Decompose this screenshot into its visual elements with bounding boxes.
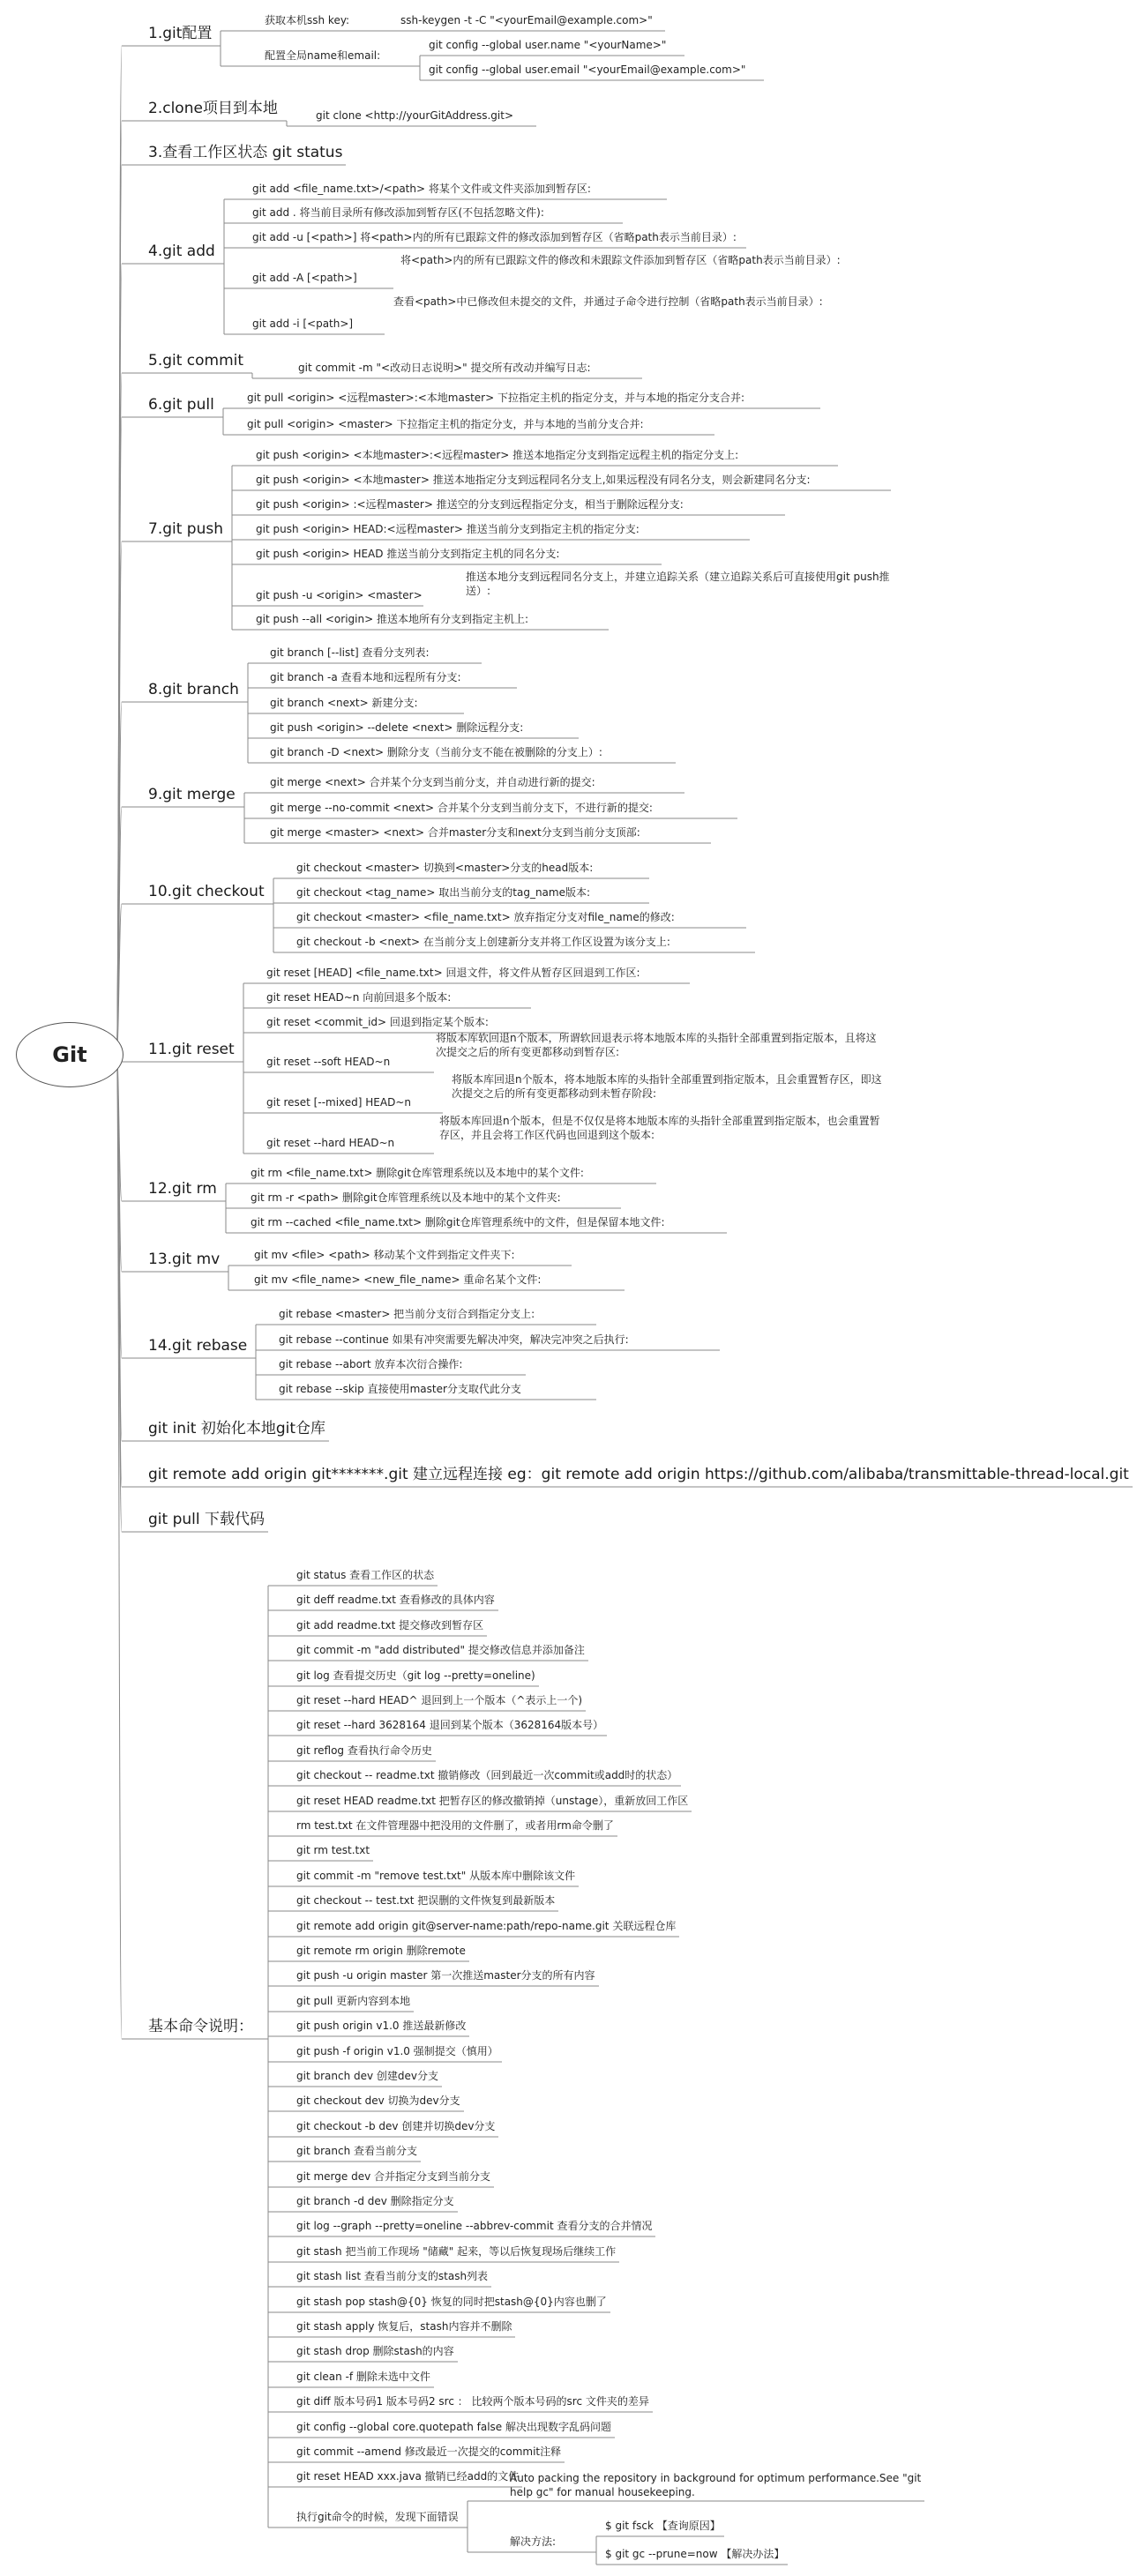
basic-command: git remote add origin git@server-name:path/repo-name.git 关联远程仓库 — [296, 1920, 677, 1932]
basic-command: git checkout dev 切换为dev分支 — [296, 2094, 460, 2107]
basic-command: git push -f origin v1.0 强制提交（慎用） — [296, 2045, 498, 2057]
branch-label: 5.git commit — [148, 352, 244, 370]
branch-label: 10.git checkout — [148, 883, 265, 900]
basic-command: git diff 版本号码1 版本号码2 src ： 比较两个版本号码的src 文件夹的差异 — [296, 2395, 649, 2408]
command-row: git push <origin> --delete <next> 删除远程分支: — [270, 721, 524, 734]
basic-command: git stash apply 恢复后，stash内容并不删除 — [296, 2320, 512, 2333]
branch-label: 4.git add — [148, 243, 215, 260]
branch-label: 3.查看工作区状态 git status — [148, 144, 343, 161]
branch-label: 2.clone项目到本地 — [148, 100, 278, 117]
command-row: git reset <commit_id> 回退到指定某个版本: — [266, 1016, 489, 1028]
basic-command: git commit -m "add distributed" 提交修改信息并添加备注 — [296, 1644, 585, 1656]
command-row: git reset [HEAD] <file_name.txt> 回退文件，将文件从暂存区回退到工作区: — [266, 967, 640, 979]
command-row: git branch -a 查看本地和远程所有分支: — [270, 671, 461, 683]
basic-command: git reset --hard HEAD^ 退回到上一个版本（^表示上一个) — [296, 1694, 583, 1706]
basic-command: git reflog 查看执行命令历史 — [296, 1744, 432, 1757]
basic-command: git pull 更新内容到本地 — [296, 1995, 411, 2007]
basic-command: git rm test.txt — [296, 1844, 370, 1856]
error-message: Auto packing the repository in background for optimum performance.See "git help gc" for manual housekeeping. — [510, 2472, 922, 2498]
basic-command: git checkout -- readme.txt 撤销修改（回到最近一次commit或add时的状态） — [296, 1769, 678, 1781]
command-description: 将版本库回退n个版本，但是不仅仅是将本地版本库的头指针全部重置到指定版本，也会重置暂存区，并且会将工作区代码也回退到这个版本: — [439, 1115, 880, 1141]
command-row: git rebase --continue 如果有冲突需要先解决冲突，解决完冲突之后执行: — [279, 1333, 629, 1346]
branch-label: git pull 下载代码 — [148, 1511, 265, 1528]
basic-command: git stash drop 删除stash的内容 — [296, 2345, 454, 2357]
branch-label: git remote add origin git*******.git 建立远程连接 eg：git remote add origin https://github.com/alibaba/transmittable-thread-local.git — [148, 1466, 1129, 1483]
command-subrow: ssh-keygen -t -C "<yourEmail@example.com>" — [400, 14, 653, 26]
basic-command: git stash 把当前工作现场 "储藏" 起来，等以后恢复现场后继续工作 — [296, 2245, 617, 2258]
basic-command: git push origin v1.0 推送最新修改 — [296, 2020, 467, 2032]
branch-label: 14.git rebase — [148, 1337, 248, 1355]
branch-label: 7.git push — [148, 520, 223, 538]
command-row: git checkout <master> <file_name.txt> 放弃指定分支对file_name的修改: — [296, 911, 675, 923]
basic-command: git log --graph --pretty=oneline --abbrev-commit 查看分支的合并情况 — [296, 2220, 653, 2232]
command-row: git branch [--list] 查看分支列表: — [270, 646, 430, 659]
branch-label: 6.git pull — [148, 396, 214, 414]
basic-command: git checkout -- test.txt 把误删的文件恢复到最新版本 — [296, 1894, 556, 1907]
command-description: 将版本库软回退n个版本，所谓软回退表示将本地版本库的头指针全部重置到指定版本，且将这次提交之后的所有变更都移动到暂存区: — [436, 1032, 877, 1058]
basic-command: git branch dev 创建dev分支 — [296, 2070, 439, 2082]
command-row: git rebase --abort 放弃本次衍合操作: — [279, 1358, 463, 1370]
basic-command: rm test.txt 在文件管理器中把没用的文件删了，或者用rm命令删了 — [296, 1819, 614, 1832]
command-row: git branch <next> 新建分支: — [270, 697, 418, 709]
command-row: git merge <next> 合并某个分支到当前分支，并自动进行新的提交: — [270, 776, 595, 788]
command-row: git reset HEAD~n 向前回退多个版本: — [266, 991, 452, 1004]
command-row: git pull <origin> <master> 下拉指定主机的指定分支，并与本地的当前分支合并: — [247, 418, 644, 430]
basic-command: git stash list 查看当前分支的stash列表 — [296, 2270, 489, 2282]
command-row: git push <origin> <本地master>:<远程master> 推送本地指定分支到指定远程主机的指定分支上: — [256, 449, 739, 461]
basic-command: git reset --hard 3628164 退回到某个版本（3628164版本号） — [296, 1719, 604, 1731]
command-row: git rebase --skip 直接使用master分支取代此分支 — [279, 1383, 521, 1395]
basic-command: git stash pop stash@{0} 恢复的同时把stash@{0}内容也删了 — [296, 2296, 607, 2308]
command-row: git mv <file> <path> 移动某个文件到指定文件夹下: — [254, 1249, 515, 1261]
command-row: 配置全局name和email: — [265, 49, 381, 62]
command-row: git add <file_name.txt>/<path> 将某个文件或文件夹添加到暂存区: — [252, 183, 591, 195]
command-description: 将版本库回退n个版本，将本地版本库的头指针全部重置到指定版本，且会重置暂存区，即这次提交之后的所有变更都移动到未暂存阶段: — [452, 1073, 882, 1100]
branch-label: 1.git配置 — [148, 25, 213, 42]
solution-step: $ git gc --prune=now 【解决办法】 — [605, 2548, 785, 2560]
command-row: git push -u <origin> <master> — [256, 589, 423, 601]
solution-label: 解决方法: — [510, 2535, 557, 2548]
command-row: git rm --cached <file_name.txt> 删除git仓库管理系统中的文件，但是保留本地文件: — [251, 1216, 665, 1228]
branch-label: 8.git branch — [148, 681, 239, 698]
solution-step: $ git fsck 【查询原因】 — [605, 2520, 721, 2532]
command-row: git merge --no-commit <next> 合并某个分支到当前分支下，不进行新的提交: — [270, 802, 653, 814]
command-row: git rebase <master> 把当前分支衍合到指定分支上: — [279, 1308, 535, 1320]
command-row: git add . 将当前目录所有修改添加到暂存区(不包括忽略文件): — [252, 206, 544, 219]
command-row: git reset --hard HEAD~n — [266, 1137, 395, 1149]
basic-command: git merge dev 合并指定分支到当前分支 — [296, 2170, 490, 2183]
basic-command: git clean -f 删除未选中文件 — [296, 2371, 430, 2383]
command-subrow: git config --global user.email "<yourEmail@example.com>" — [429, 63, 746, 76]
command-row: git rm -r <path> 删除git仓库管理系统以及本地中的某个文件夹: — [251, 1191, 561, 1204]
command-description: 查看<path>中已修改但未提交的文件，并通过子命令进行控制（省略path表示当前目录）: — [393, 295, 823, 308]
command-row: git push --all <origin> 推送本地所有分支到指定主机上: — [256, 613, 528, 625]
command-row: git push <origin> HEAD:<远程master> 推送当前分支到指定主机的指定分支: — [256, 523, 640, 535]
basic-command: git branch 查看当前分支 — [296, 2145, 417, 2157]
branch-label: 12.git rm — [148, 1180, 217, 1198]
command-row: git mv <file_name> <new_file_name> 重命名某个文件: — [254, 1273, 542, 1286]
command-row: git add -u [<path>] 将<path>内的所有已跟踪文件的修改添加到暂存区（省略path表示当前目录）: — [252, 231, 737, 243]
basic-command: git add readme.txt 提交修改到暂存区 — [296, 1619, 484, 1631]
basic-command: git deff readme.txt 查看修改的具体内容 — [296, 1594, 495, 1606]
basic-command: git reset HEAD xxx.java 撤销已经add的文件 — [296, 2470, 520, 2483]
basic-command: git log 查看提交历史（git log --pretty=oneline) — [296, 1669, 535, 1682]
command-row: 获取本机ssh key: — [265, 14, 350, 26]
basic-command: git reset HEAD readme.txt 把暂存区的修改撤销掉（unstage），重新放回工作区 — [296, 1795, 689, 1807]
command-row: git checkout <tag_name> 取出当前分支的tag_name版本: — [296, 886, 591, 899]
error-label: 执行git命令的时候，发现下面错误 — [296, 2511, 459, 2523]
command-subrow: git config --global user.name "<yourName>" — [429, 39, 667, 51]
basic-command: git push -u origin master 第一次推送master分支的所有内容 — [296, 1969, 595, 1982]
branch-label: 9.git merge — [148, 786, 236, 803]
command-row: git push <origin> :<远程master> 推送空的分支到远程指定分支，相当于删除远程分支: — [256, 498, 684, 511]
command-row: git add -i [<path>] — [252, 317, 354, 330]
basic-command: git commit -m "remove test.txt" 从版本库中删除该文件 — [296, 1870, 576, 1882]
command-row: git merge <master> <next> 合并master分支和next分支到当前分支顶部: — [270, 826, 640, 839]
root-node[interactable]: Git — [16, 1022, 123, 1087]
command-row: git clone <http://yourGitAddress.git> — [316, 109, 513, 122]
basic-command: git branch -d dev 删除指定分支 — [296, 2195, 454, 2207]
command-row: git push <origin> HEAD 推送当前分支到指定主机的同名分支: — [256, 548, 560, 560]
command-row: git branch -D <next> 删除分支（当前分支不能在被删除的分支上）: — [270, 746, 602, 758]
command-row: git commit -m "<改动日志说明>" 提交所有改动并编写日志: — [298, 362, 591, 374]
command-row: git rm <file_name.txt> 删除git仓库管理系统以及本地中的某个文件: — [251, 1167, 584, 1179]
branch-label: 11.git reset — [148, 1041, 235, 1058]
command-row: git pull <origin> <远程master>:<本地master> 下拉指定主机的指定分支，并与本地的指定分支合并: — [247, 392, 745, 404]
basic-command: git remote rm origin 删除remote — [296, 1945, 466, 1957]
command-row: git checkout -b <next> 在当前分支上创建新分支并将工作区设置为该分支上: — [296, 936, 670, 948]
basic-command: git commit --amend 修改最近一次提交的commit注释 — [296, 2445, 562, 2458]
command-description: 将<path>内的所有已跟踪文件的修改和未跟踪文件添加到暂存区（省略path表示当前目录）: — [400, 254, 841, 266]
branch-label: git init 初始化本地git仓库 — [148, 1420, 326, 1437]
branch-label: 13.git mv — [148, 1251, 221, 1268]
command-row: git push <origin> <本地master> 推送本地指定分支到远程同名分支上,如果远程没有同名分支，则会新建同名分支: — [256, 474, 811, 486]
command-row: git add -A [<path>] — [252, 272, 357, 284]
basic-command: git checkout -b dev 创建并切换dev分支 — [296, 2120, 496, 2132]
command-row: git reset --soft HEAD~n — [266, 1056, 391, 1068]
command-description: 推送本地分支到远程同名分支上，并建立追踪关系（建立追踪关系后可直接使用git push推送）: — [466, 571, 890, 597]
command-row: git checkout <master> 切换到<master>分支的head版本: — [296, 862, 594, 874]
basic-command: git config --global core.quotepath false 解决出现数字乱码问题 — [296, 2421, 611, 2433]
command-row: git reset [--mixed] HEAD~n — [266, 1096, 411, 1109]
basic-section-label: 基本命令说明： — [148, 2018, 253, 2035]
basic-command: git status 查看工作区的状态 — [296, 1569, 435, 1581]
